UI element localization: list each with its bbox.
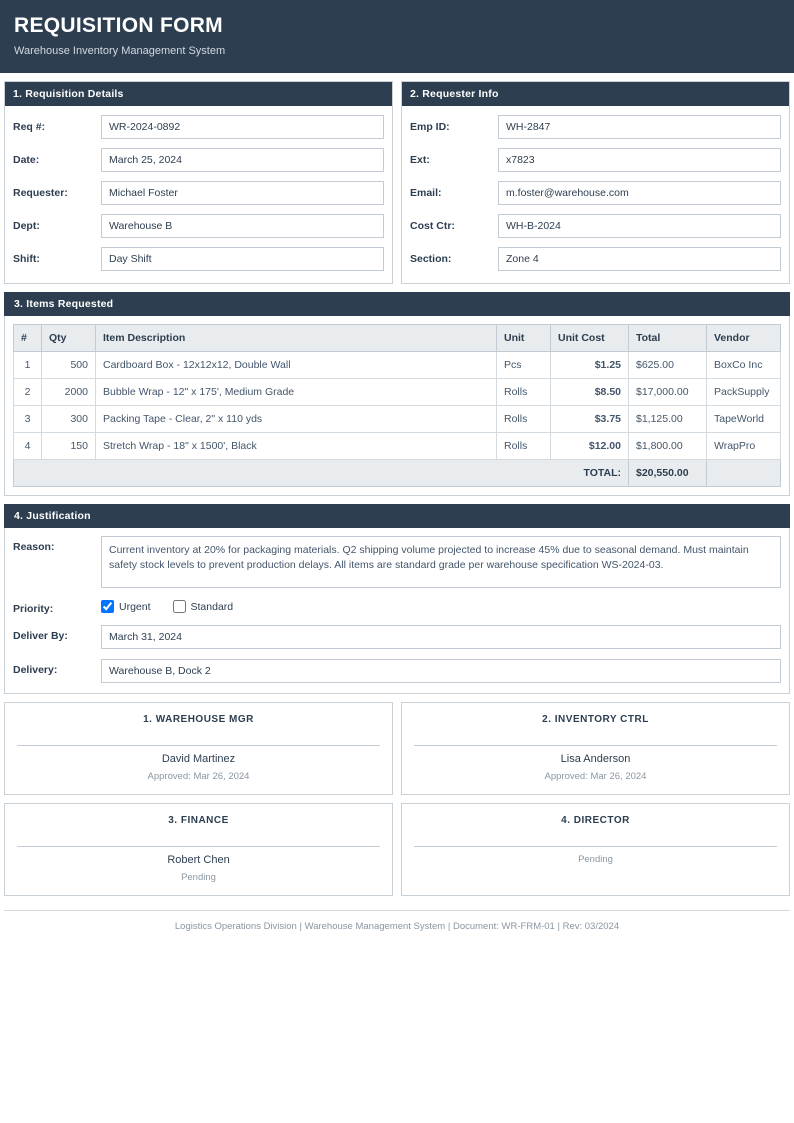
col-header-vendor: Vendor: [707, 325, 781, 352]
table-total-row: [14, 460, 781, 487]
signature-block-inventory-ctrl: [401, 702, 790, 795]
field-row-email: [410, 181, 781, 205]
cell-total: $1,800.00: [629, 433, 707, 460]
field-row-dept: [13, 214, 384, 238]
cell-vendor: PackSupply: [707, 379, 781, 406]
priority-options: [101, 598, 255, 613]
label-delivery: Delivery:: [13, 664, 58, 676]
top-panels: [0, 73, 794, 284]
priority-option-urgent[interactable]: [101, 600, 151, 613]
priority-label-urgent: Urgent: [119, 600, 151, 613]
signature-status: Approved: Mar 26, 2024: [147, 771, 250, 782]
requisition-details-panel: [4, 81, 393, 284]
field-row-ext: [410, 148, 781, 172]
cell-unit-cost: $3.75: [551, 406, 629, 433]
field-row-emp-id: [410, 115, 781, 139]
total-value: $20,550.00: [629, 460, 707, 487]
col-header-qty: Qty: [42, 325, 96, 352]
email-field[interactable]: m.foster@warehouse.com: [498, 181, 781, 205]
input-section[interactable]: Zone 4: [498, 247, 781, 271]
col-header-unit-cost: Unit Cost: [551, 325, 629, 352]
table-row: [14, 406, 781, 433]
signature-line: [414, 846, 777, 847]
requester-info-title: 2. Requester Info: [402, 82, 789, 106]
requester-info-body: [402, 106, 789, 283]
label-priority: Priority:: [13, 603, 54, 615]
label-deliver-by: Deliver By:: [13, 630, 68, 642]
cell-qty: 500: [42, 352, 96, 379]
signature-title: 4. DIRECTOR: [561, 815, 630, 826]
input-shift[interactable]: Day Shift: [101, 247, 384, 271]
total-empty-cell: [707, 460, 781, 487]
label-dept: Dept:: [13, 220, 40, 232]
cell-vendor: TapeWorld: [707, 406, 781, 433]
col-header-total: Total: [629, 325, 707, 352]
signature-title: 1. WAREHOUSE MGR: [143, 714, 254, 725]
cell-unit-cost: $8.50: [551, 379, 629, 406]
table-row: [14, 433, 781, 460]
cell-description: Cardboard Box - 12x12x12, Double Wall: [96, 352, 497, 379]
cell-unit: Pcs: [497, 352, 551, 379]
input-date[interactable]: March 25, 2024: [101, 148, 384, 172]
cell-description: Packing Tape - Clear, 2" x 110 yds: [96, 406, 497, 433]
field-row-req-number: [13, 115, 384, 139]
input-deliver-by[interactable]: March 31, 2024: [101, 625, 781, 649]
priority-label-standard: Standard: [190, 600, 234, 613]
total-label: TOTAL:: [14, 460, 629, 487]
input-requester[interactable]: Michael Foster: [101, 181, 384, 205]
label-section: Section:: [410, 253, 452, 265]
signature-name: David Martinez: [161, 753, 236, 765]
field-row-section: [410, 247, 781, 271]
field-row-shift: [13, 247, 384, 271]
input-ext[interactable]: x7823: [498, 148, 781, 172]
signature-block-finance: [4, 803, 393, 896]
label-shift: Shift:: [13, 253, 40, 265]
signature-title: 3. FINANCE: [168, 815, 229, 826]
cell-unit-cost: $1.25: [551, 352, 629, 379]
cell-number: 3: [14, 406, 42, 433]
signature-grid: [0, 694, 794, 896]
cell-total: $625.00: [629, 352, 707, 379]
input-cost-ctr[interactable]: WH-B-2024: [498, 214, 781, 238]
col-header-description: Item Description: [96, 325, 497, 352]
cell-total: $17,000.00: [629, 379, 707, 406]
document-footer: Logistics Operations Division | Warehouse Management System | Document: WR-FRM-01 | Rev: 03/2024: [4, 910, 790, 944]
cell-qty: 2000: [42, 379, 96, 406]
field-row-date: [13, 148, 384, 172]
cell-total: $1,125.00: [629, 406, 707, 433]
label-email: Email:: [410, 187, 442, 199]
signature-name: Lisa Anderson: [560, 753, 631, 765]
signature-status: Approved: Mar 26, 2024: [544, 771, 647, 782]
checkbox-urgent[interactable]: [101, 600, 114, 613]
cell-qty: 150: [42, 433, 96, 460]
items-table: [13, 324, 781, 487]
cell-vendor: WrapPro: [707, 433, 781, 460]
page-title: REQUISITION FORM: [14, 14, 223, 37]
label-requester: Requester:: [13, 187, 68, 199]
justification-section-title: 4. Justification: [4, 504, 790, 528]
label-cost-ctr: Cost Ctr:: [410, 220, 455, 232]
page-subtitle: Warehouse Inventory Management System: [14, 45, 226, 57]
signature-status: Pending: [181, 872, 216, 883]
signature-line: [414, 745, 777, 746]
signature-block-warehouse-mgr: [4, 702, 393, 795]
checkbox-standard[interactable]: [173, 600, 186, 613]
cell-unit: Rolls: [497, 433, 551, 460]
delivery-row: [13, 659, 781, 683]
cell-number: 2: [14, 379, 42, 406]
signature-title: 2. INVENTORY CTRL: [542, 714, 649, 725]
label-req-number: Req #:: [13, 121, 46, 133]
cell-description: Bubble Wrap - 12" x 175', Medium Grade: [96, 379, 497, 406]
cell-number: 1: [14, 352, 42, 379]
signature-status: Pending: [578, 854, 613, 865]
items-section-title: 3. Items Requested: [4, 292, 790, 316]
signature-line: [17, 745, 380, 746]
table-header-row: [14, 325, 781, 352]
label-reason: Reason:: [13, 541, 55, 553]
field-row-requester: [13, 181, 384, 205]
input-dept[interactable]: Warehouse B: [101, 214, 384, 238]
label-emp-id: Emp ID:: [410, 121, 450, 133]
cell-unit: Rolls: [497, 406, 551, 433]
reason-row: [13, 536, 781, 588]
label-ext: Ext:: [410, 154, 430, 166]
table-row: [14, 352, 781, 379]
document-header: [0, 0, 794, 73]
priority-row: [13, 598, 781, 615]
cell-description: Stretch Wrap - 18" x 1500', Black: [96, 433, 497, 460]
cell-vendor: BoxCo Inc: [707, 352, 781, 379]
signature-name: Robert Chen: [167, 854, 230, 866]
table-row: [14, 379, 781, 406]
col-header-unit: Unit: [497, 325, 551, 352]
items-section-body: [4, 316, 790, 496]
requisition-details-title: 1. Requisition Details: [5, 82, 392, 106]
cell-unit-cost: $12.00: [551, 433, 629, 460]
cell-qty: 300: [42, 406, 96, 433]
signature-line: [17, 846, 380, 847]
deliver-by-row: [13, 625, 781, 649]
requisition-details-body: [5, 106, 392, 283]
priority-option-standard[interactable]: [173, 600, 234, 613]
justification-section-body: [4, 528, 790, 694]
input-req-number[interactable]: WR-2024-0892: [101, 115, 384, 139]
field-row-cost-ctr: [410, 214, 781, 238]
input-emp-id[interactable]: WH-2847: [498, 115, 781, 139]
signature-block-director: [401, 803, 790, 896]
requester-info-panel: [401, 81, 790, 284]
cell-number: 4: [14, 433, 42, 460]
input-delivery[interactable]: Warehouse B, Dock 2: [101, 659, 781, 683]
col-header-number: #: [14, 325, 42, 352]
cell-unit: Rolls: [497, 379, 551, 406]
label-date: Date:: [13, 154, 40, 166]
reason-textarea[interactable]: Current inventory at 20% for packaging materials. Q2 shipping volume projected to increase 45% due to seasonal demand. Must maintain safety stock levels to prevent production delays. All items are standard grade per warehouse specification WS-2024-03.: [101, 536, 781, 588]
